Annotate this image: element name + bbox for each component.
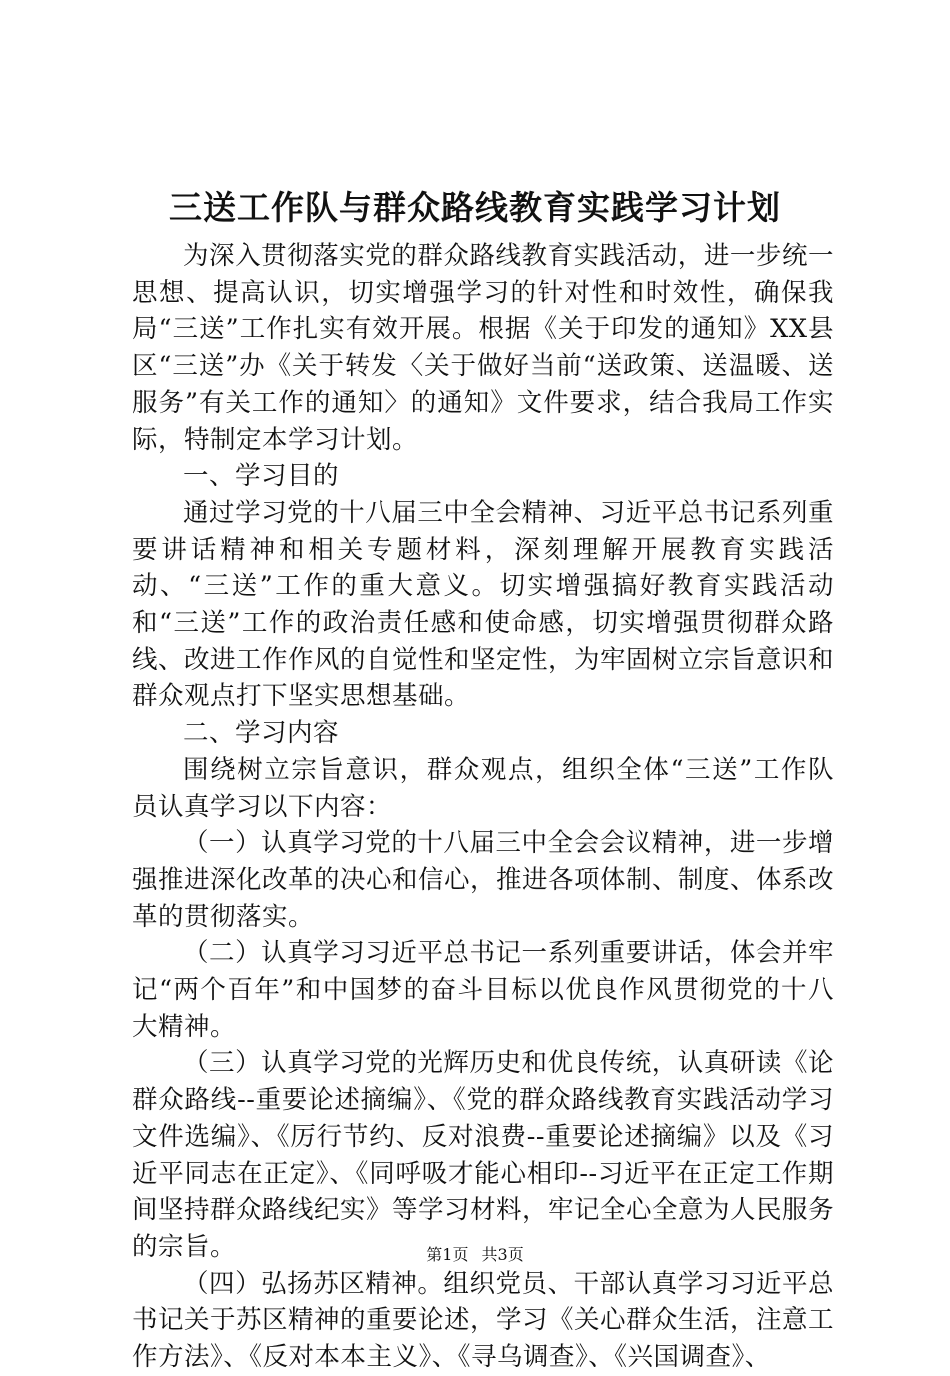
document-title: 三送工作队与群众路线教育实践学习计划 [169, 188, 781, 227]
paragraph-intro: 为深入贯彻落实党的群众路线教育实践活动，进一步统一思想、提高认识，切实增强学习的针对性和时效性，确保我局“三送”工作扎实有效开展。根据《关于印发的通知》XX县区“三送”办《关于转发〈关于做好当前“送政策、送温暖、送服务”有关工作的通知〉的通知》文件要求，结合我局工作实际，特制定本学习计划。 [132, 241, 834, 455]
page-footer [0, 1244, 950, 1266]
paragraph-purpose: 通过学习党的十八届三中全会精神、习近平总书记系列重要讲话精神和相关专题材料，深刻理解开展教育实践活动、“三送”工作的重大意义。切实增强搞好教育实践活动和“三送”工作的政治责任感和使命感，切实增强贯彻群众路线、改进工作作风的自觉性和坚定性，为牢固树立宗旨意识和群众观点打下坚实思想基础。 [132, 497, 835, 712]
section-heading-content: 二、学习内容 [183, 718, 340, 749]
section-heading-purpose: 一、学习目的 [183, 461, 340, 492]
list-item-3: （三）认真学习党的光辉历史和优良传统，认真研读《论群众路线--重要论述摘编》、《党的群众路线教育实践活动学习文件选编》、《厉行节约、反对浪费--重要论述摘编》以及《习近平同志在正定》、《同呼吸才能心相印--习近平在正定工作期间坚持群众路线纪实》等学习材料，牢记全心全意为人民服务的宗旨。 [132, 1048, 835, 1262]
document-body [132, 238, 834, 1376]
list-item-4: （四）弘扬苏区精神。组织党员、干部认真学习习近平总书记关于苏区精神的重要论述，学习《关心群众生活，注意工作方法》、《反对本本主义》、《寻乌调查》、《兴国调查》、 [132, 1268, 835, 1373]
page-number: 第1页 [426, 1245, 469, 1264]
paragraph-content-intro: 围绕树立宗旨意识，群众观点，组织全体“三送”工作队员认真学习以下内容： [132, 754, 834, 822]
page-total: 共3页 [481, 1245, 524, 1264]
list-item-1: （一）认真学习党的十八届三中全会会议精神，进一步增强推进深化改革的决心和信心，推进各项体制、制度、体系改革的贯彻落实。 [132, 828, 835, 932]
list-item-2: （二）认真学习习近平总书记一系列重要讲话，体会并牢记“两个百年”和中国梦的奋斗目标以优良作风贯彻党的十八大精神。 [132, 938, 834, 1042]
